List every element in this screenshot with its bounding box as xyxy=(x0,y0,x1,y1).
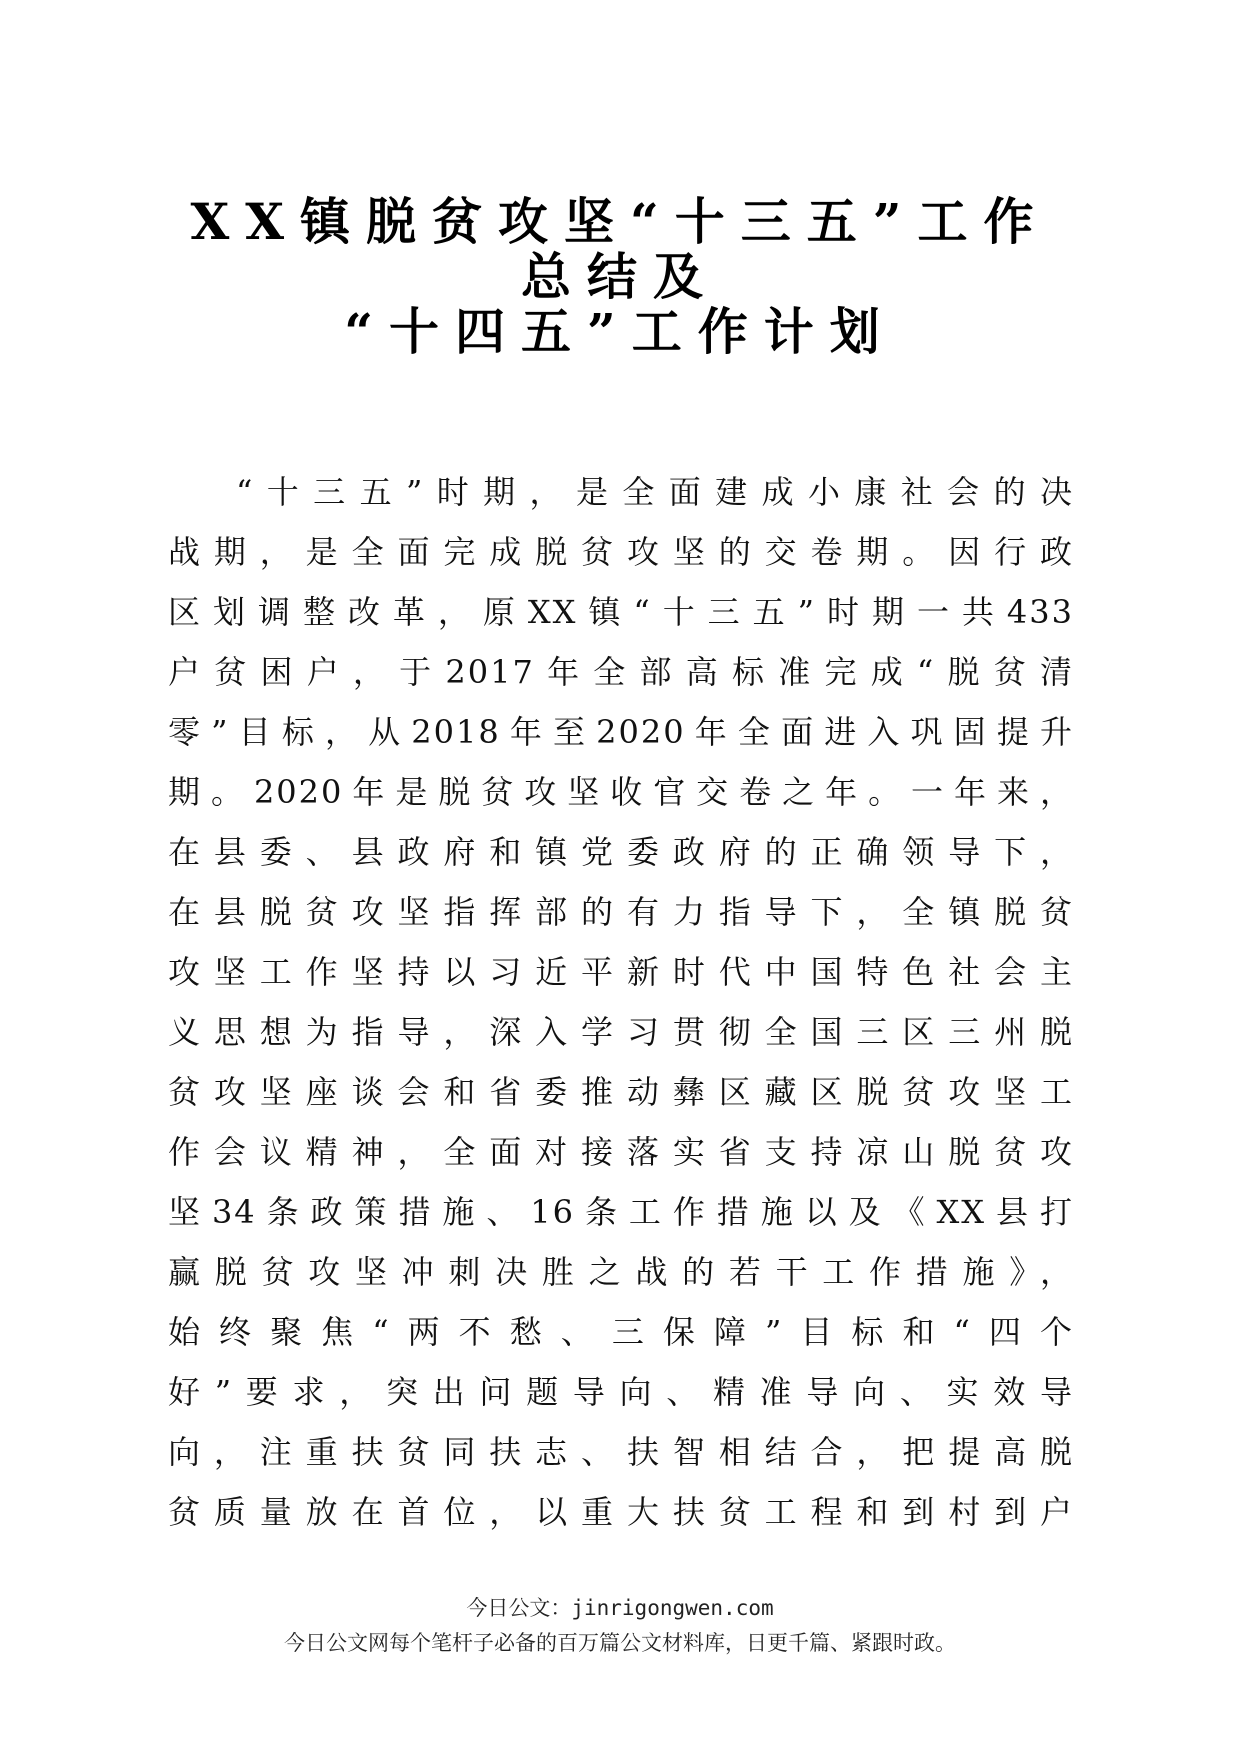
body-line-10: 义思想为指导，深入学习贯彻全国三区三州脱 xyxy=(168,1013,1074,1051)
body-line-14: 赢脱贫攻坚冲刺决胜之战的若干工作措施》， xyxy=(168,1253,1074,1291)
title-line-1: XX镇脱贫攻坚“十三五”工作 xyxy=(190,192,1050,251)
body-line-12: 作会议精神，全面对接落实省支持凉山脱贫攻 xyxy=(168,1133,1074,1171)
body-line-4: 户贫困户，于2017年全部高标准完成“脱贫清 xyxy=(168,653,1074,691)
body-line-7: 在县委、县政府和镇党委政府的正确领导下， xyxy=(168,833,1074,871)
body-line-8: 在县脱贫攻坚指挥部的有力指导下，全镇脱贫 xyxy=(168,893,1074,931)
title-line-3: “十四五”工作计划 xyxy=(344,302,896,361)
body-line-6: 期。2020年是脱贫攻坚收官交卷之年。一年来， xyxy=(168,773,1074,811)
footer-site-label: 今日公文： xyxy=(466,1596,572,1620)
body-line-1: “十三五”时期，是全面建成小康社会的决 xyxy=(236,473,1074,511)
body-line-2: 战期，是全面完成脱贫攻坚的交卷期。因行政 xyxy=(168,533,1074,571)
body-line-16: 好”要求，突出问题导向、精准导向、实效导 xyxy=(168,1373,1074,1411)
body-line-17: 向，注重扶贫同扶志、扶智相结合，把提高脱 xyxy=(168,1433,1074,1471)
body-line-9: 攻坚工作坚持以习近平新时代中国特色社会主 xyxy=(168,953,1074,991)
body-line-3: 区划调整改革，原XX镇“十三五”时期一共433 xyxy=(168,593,1074,631)
body-paragraph xyxy=(168,462,1074,1542)
body-line-11: 贫攻坚座谈会和省委推动彝区藏区脱贫攻坚工 xyxy=(168,1073,1074,1111)
title-line-2: 总结及 xyxy=(521,247,719,306)
footer-site-line xyxy=(0,1594,1240,1622)
body-line-15: 始终聚焦“两不愁、三保障”目标和“四个 xyxy=(168,1313,1074,1351)
footer-slogan: 今日公文网每个笔杆子必备的百万篇公文材料库，日更千篇、紧跟时政。 xyxy=(284,1631,956,1655)
body-line-13: 坚34条政策措施、16条工作措施以及《XX县打 xyxy=(168,1193,1074,1231)
footer-site-url[interactable]: jinrigongwen.com xyxy=(571,1596,774,1620)
body-line-18: 贫质量放在首位，以重大扶贫工程和到村到户 xyxy=(168,1493,1074,1531)
body-line-5: 零”目标，从2018年至2020年全面进入巩固提升 xyxy=(168,713,1074,751)
